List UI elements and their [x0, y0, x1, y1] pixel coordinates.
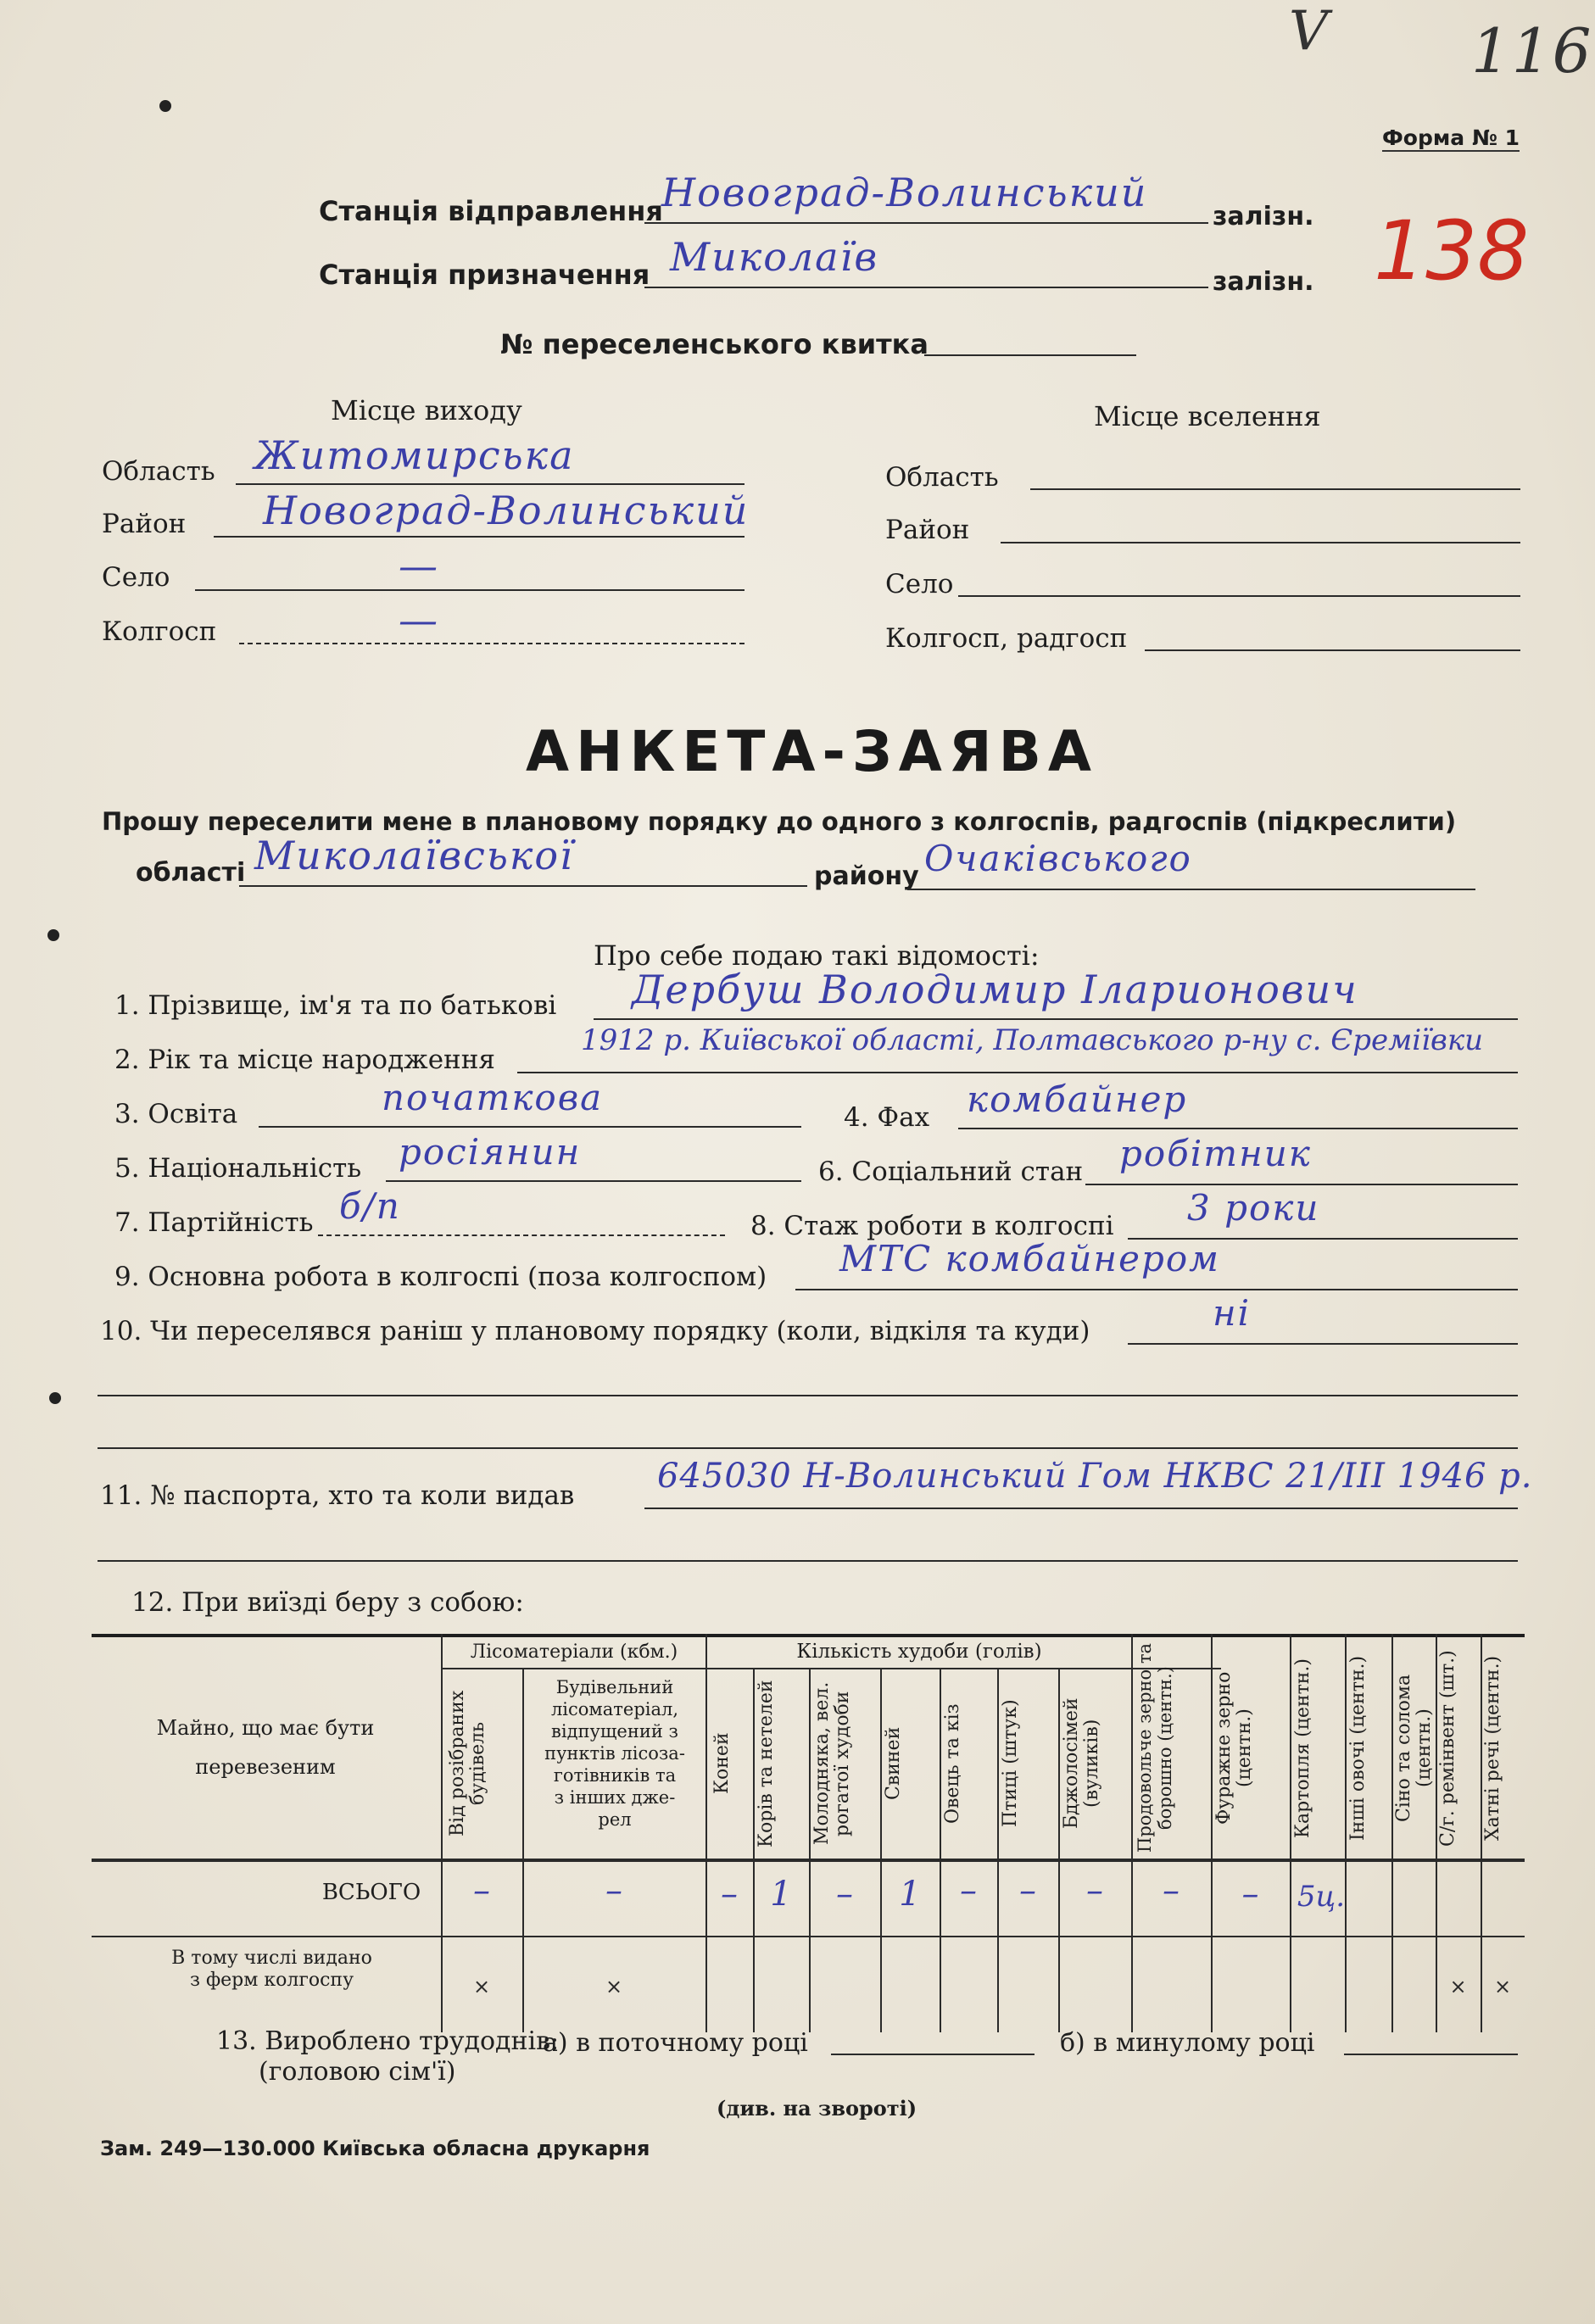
- origin-raion-label: Район: [102, 509, 187, 539]
- farm-home: ×: [1493, 1975, 1512, 1998]
- col-hay: Сіно та солома (центн.): [1393, 1674, 1435, 1823]
- field-5-label: 5. Національність: [114, 1153, 362, 1184]
- total-bees: –: [1086, 1871, 1103, 1910]
- ticket-label: № переселенського квитка: [500, 328, 929, 360]
- total-grain: –: [1163, 1871, 1180, 1910]
- field-5-value: росіянин: [399, 1131, 582, 1173]
- dest-selo-label: Село: [885, 569, 954, 599]
- total-sheep: –: [960, 1871, 977, 1910]
- form-label: Форма № 1: [1382, 125, 1520, 150]
- field-9-value: МТС комбайнером: [839, 1238, 1220, 1279]
- departure-suffix: залізн.: [1213, 202, 1314, 231]
- field-8-label: 8. Стаж роботи в колгоспі: [750, 1211, 1114, 1241]
- total-building: –: [605, 1871, 622, 1910]
- departure-value: Новоград-Волинський: [661, 170, 1148, 215]
- field-1-label: 1. Прізвище, ім'я та по батькові: [114, 990, 557, 1021]
- request-raion-value: Очаківського: [924, 838, 1192, 879]
- col-birds: Птиці (штук): [1000, 1699, 1021, 1828]
- destination-heading: Місце вселення: [1094, 400, 1321, 432]
- request-oblast-label: області: [136, 858, 246, 888]
- field-4-value: комбайнер: [967, 1078, 1188, 1120]
- total-birds: –: [1019, 1871, 1036, 1910]
- red-archive-number: 138: [1374, 203, 1530, 298]
- property-header-2: перевезеним: [195, 1755, 336, 1779]
- field-11-value: 645030 Н-Волинський Гом НКВС 21/ІІІ 1946 р.: [657, 1457, 1533, 1496]
- field-2-label: 2. Рік та місце народження: [114, 1045, 495, 1075]
- origin-selo-label: Село: [102, 562, 170, 593]
- row-farm-label: В тому числі видано з ферм колгоспу: [171, 1948, 372, 1991]
- field-6-value: робітник: [1119, 1133, 1312, 1174]
- punch-mark: [47, 929, 59, 941]
- field-7-label: 7. Партійність: [114, 1207, 314, 1238]
- see-reverse: (див. на звороті): [717, 2096, 917, 2121]
- request-line: Прошу переселити мене в плановому порядку до одного з колгоспів, радгоспів (підкреслити): [102, 807, 1457, 836]
- total-dismantled: –: [473, 1871, 490, 1910]
- field-1-value: Дербуш Володимир Іларионович: [632, 967, 1358, 1012]
- col-bees: Бджолосімей (вуликів): [1061, 1697, 1102, 1830]
- field-9-label: 9. Основна робота в колгоспі (поза колгоспом): [114, 1262, 767, 1292]
- col-dismantled: Від розібраних будівель: [447, 1690, 488, 1837]
- total-horses: –: [721, 1875, 738, 1914]
- col-tools: С/г. ремінвент (шт.): [1437, 1650, 1458, 1847]
- field-6-label: 6. Соціальний стан: [818, 1156, 1084, 1187]
- total-pigs: 1: [899, 1875, 921, 1914]
- departure-label: Станція відправлення: [319, 195, 663, 227]
- field-10-label: 10. Чи переселявся раніш у плановому порядку (коли, відкіля та куди): [100, 1316, 1090, 1346]
- col-veg: Інші овочі (центн.): [1347, 1655, 1369, 1842]
- printer-imprint: Зам. 249—130.000 Київська обласна друкарня: [100, 2137, 650, 2160]
- col-grain: Продовольче зерно та борошно (центн.): [1135, 1643, 1175, 1853]
- origin-oblast-label: Область: [102, 456, 215, 487]
- field-10-value: ні: [1213, 1292, 1252, 1334]
- origin-selo-value: —: [399, 543, 439, 588]
- workdays-sub: (головою сім'ї): [259, 2057, 456, 2087]
- farm-tools: ×: [1449, 1975, 1467, 1998]
- request-oblast-value: Миколаївської: [254, 833, 574, 878]
- col-forage: Фуражне зерно (центн.): [1213, 1671, 1255, 1825]
- livestock-group-header: Кількість худоби (голів): [796, 1641, 1042, 1663]
- field-12-label: 12. При виїзді беру з собою:: [131, 1587, 524, 1618]
- dest-raion-label: Район: [885, 515, 970, 545]
- punch-mark: [49, 1392, 61, 1404]
- farm-building: ×: [605, 1975, 623, 1998]
- belongings-table: [92, 1634, 1525, 2032]
- property-header-1: Майно, що має бути: [156, 1716, 375, 1740]
- farm-dismantled: ×: [472, 1975, 491, 1998]
- document-title: АНКЕТА-ЗАЯВА: [526, 719, 1099, 784]
- field-4-label: 4. Фах: [844, 1102, 930, 1133]
- origin-kolhosp-value: —: [399, 597, 439, 643]
- row-total-label: ВСЬОГО: [321, 1880, 421, 1905]
- total-potato: 5ц.: [1297, 1880, 1346, 1914]
- archive-mark: V: [1289, 0, 1330, 63]
- info-heading: Про себе подаю такі відомості:: [594, 939, 1040, 972]
- total-young: –: [836, 1875, 853, 1914]
- destination-suffix: залізн.: [1213, 267, 1314, 297]
- field-2-value: 1912 р. Київської області, Полтавського р-ну с. Єреміївки: [581, 1023, 1484, 1057]
- total-cows: 1: [770, 1875, 792, 1914]
- punch-mark: [159, 100, 171, 112]
- field-11-label: 11. № паспорта, хто та коли видав: [100, 1480, 575, 1511]
- col-building: Будівельний лісоматеріал, відпущений з пунктів лісоза- готівників та з інших дже- рел: [544, 1677, 685, 1830]
- col-young: Молодняка, вел. рогатої худоби: [811, 1681, 853, 1846]
- col-horses: Коней: [711, 1732, 733, 1795]
- dest-kolhosp-label: Колгосп, радгосп: [885, 623, 1128, 654]
- origin-oblast-value: Житомирська: [254, 432, 575, 478]
- field-3-value: початкова: [382, 1077, 604, 1118]
- destination-label: Станція призначення: [319, 259, 650, 291]
- archive-number: 116: [1471, 15, 1593, 86]
- origin-kolhosp-label: Колгосп: [102, 616, 217, 647]
- field-8-value: 3 роки: [1187, 1187, 1320, 1229]
- timber-group-header: Лісоматеріали (кбм.): [470, 1641, 678, 1663]
- destination-value: Миколаїв: [670, 234, 879, 280]
- field-7-value: б/п: [339, 1185, 401, 1227]
- total-forage: –: [1241, 1875, 1259, 1914]
- workdays-b-label: б) в минулому році: [1060, 2028, 1315, 2058]
- origin-heading: Місце виходу: [331, 394, 522, 426]
- col-potato: Картопля (центн.): [1292, 1658, 1313, 1838]
- origin-raion-value: Новоград-Волинський: [263, 488, 750, 533]
- dest-oblast-label: Область: [885, 462, 999, 493]
- workdays-label: 13. Вироблено трудоднів:: [216, 2026, 560, 2056]
- col-sheep: Овець та кіз: [942, 1703, 963, 1824]
- field-3-label: 3. Освіта: [114, 1099, 238, 1129]
- request-raion-label: району: [814, 861, 919, 891]
- col-pigs: Свиней: [883, 1726, 904, 1801]
- col-cows: Корів та нетелей: [756, 1680, 777, 1847]
- workdays-a-label: а) в поточному році: [543, 2028, 808, 2058]
- col-home: Хатні речі (центн.): [1482, 1655, 1503, 1842]
